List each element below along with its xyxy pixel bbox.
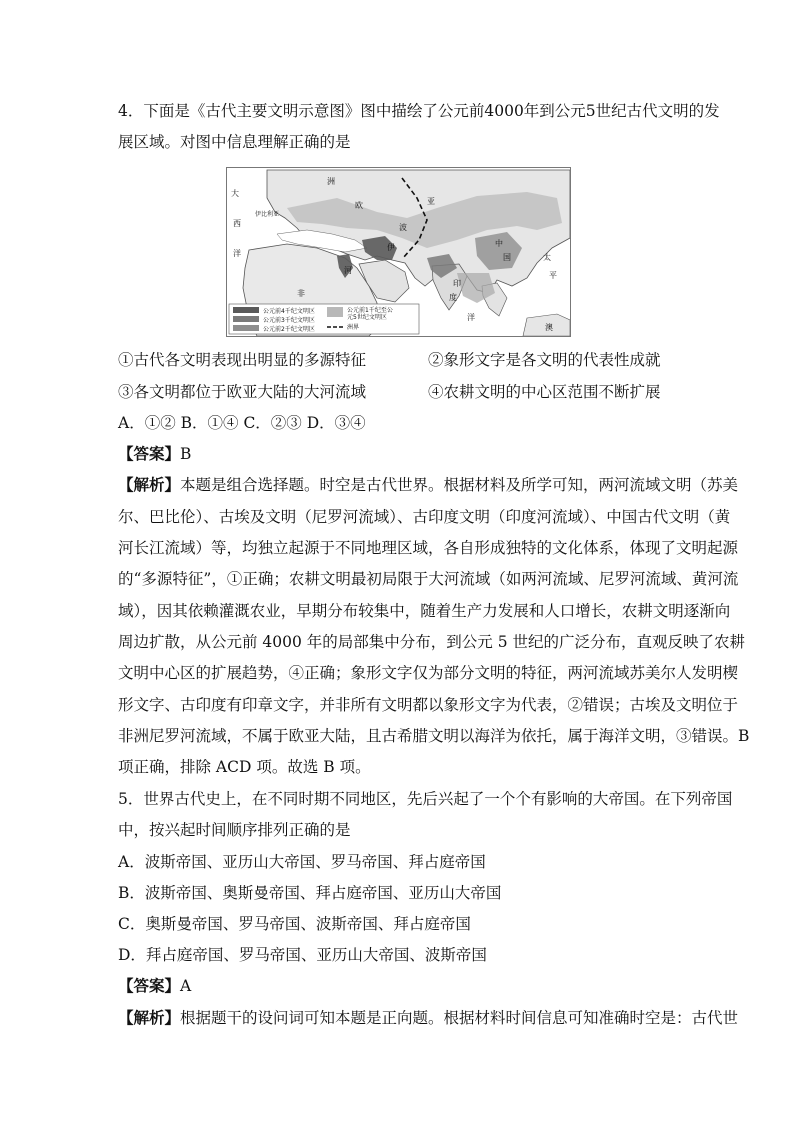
q5-option-c: C．奥斯曼帝国、罗马帝国、波斯帝国、拜占庭帝国 [118, 915, 471, 933]
q4-analysis-line-1 [118, 474, 738, 496]
q5-analysis-line-1 [118, 1007, 738, 1029]
q4-analysis-line-4: 的“多源特征”，①正确；农耕文明最初局限于大河流域（如两河流域、尼罗河流域、黄河流 [118, 570, 739, 588]
q4-analysis-line-10: 项正确，排除 ACD 项。故选 B 项。 [118, 758, 371, 776]
legend-continent-border: 洲界 [347, 324, 360, 331]
q4-option-4: ④农耕文明的中心区范围不断扩展 [428, 383, 661, 401]
map-label-he: 河 [344, 266, 352, 275]
map-label-ao: 澳 [545, 323, 553, 332]
map-label-fei: 非 [297, 289, 305, 298]
q4-analysis-line-8: 形文字、古印度有印章文字，并非所有文明都以象形文字为代表，②错误；古埃及文明位于 [118, 696, 739, 714]
q4-option-1: ①古代各文明表现出明显的多源特征 [118, 351, 367, 369]
q5-answer-row [118, 975, 191, 997]
q4-analysis-line-9: 非洲尼罗河流域，不属于欧亚大陆，且古希腊文明以海洋为依托，属于海洋文明，③错误。B [118, 727, 750, 745]
legend-3rd-millennium: 公元前3千纪文明区 [263, 317, 315, 324]
question-4-stem-line-1: 4．下面是《古代主要文明示意图》图中描绘了公元前4000年到公元5世纪古代文明的发 [118, 102, 720, 120]
map-label-bo: 波 [399, 223, 407, 232]
q4-option-3: ③各文明都位于欧亚大陆的大河流域 [118, 383, 367, 401]
map-label-xi: 西 [233, 219, 241, 228]
map-label-guo: 国 [503, 253, 511, 262]
legend-1st-millennium-b: 元5世纪文明区 [347, 314, 387, 321]
q4-analysis-line-5: 域），因其依赖灌溉农业，早期分布较集中，随着生产力发展和人口增长，农耕文明逐渐向 [118, 602, 731, 620]
answer-tag: 【答案】 [118, 444, 181, 463]
analysis-tag: 【解析】 [118, 1008, 181, 1027]
ancient-civilizations-map [226, 167, 571, 337]
q4-choices: A．①② B．①④ C．②③ D．③④ [118, 414, 366, 432]
analysis-text: 根据题干的设问词可知本题是正向题。根据材料时间信息可知准确时空是：古代世 [180, 1009, 739, 1027]
legend-2nd-millennium: 公元前2千纪文明区 [263, 326, 315, 333]
q4-option-2: ②象形文字是各文明的代表性成就 [428, 351, 661, 369]
map-label-yin: 印 [453, 279, 461, 288]
map-label-zhong: 中 [495, 239, 503, 248]
map-graphic [227, 168, 570, 336]
map-label-yang: 洋 [233, 249, 241, 258]
q4-analysis-line-2: 尔、巴比伦）、古埃及文明（尼罗河流域）、古印度文明（印度河流域）、中国古代文明（黄 [118, 508, 731, 526]
q4-analysis-line-3: 河长江流域）等，均独立起源于不同地理区域，各自形成独特的文化体系，体现了文明起源 [118, 539, 739, 557]
q5-option-b: B．波斯帝国、奥斯曼帝国、拜占庭帝国、亚历山大帝国 [118, 884, 502, 902]
map-label-da: 大 [231, 189, 239, 198]
map-label-yang2: 洋 [467, 313, 475, 322]
map-label-yi: 伊 [387, 243, 395, 252]
map-label-ya: 亚 [427, 197, 435, 206]
question-5-stem-line-1: 5．世界古代史上，在不同时期不同地区，先后兴起了一个个有影响的大帝国。在下列帝国 [118, 790, 733, 808]
legend-1st-millennium: 公元前1千纪至公 [347, 307, 393, 314]
map-label-iberia: 伊比利亚 [255, 211, 280, 218]
answer-value: B [180, 445, 192, 463]
map-label-du: 度 [449, 293, 457, 302]
question-5-stem-line-2: 中，按兴起时间顺序排列正确的是 [118, 821, 351, 839]
q5-option-a: A．波斯帝国、亚历山大帝国、罗马帝国、拜占庭帝国 [118, 853, 486, 871]
legend-4th-millennium: 公元前4千纪文明区 [263, 308, 315, 315]
q5-option-d: D．拜占庭帝国、罗马帝国、亚历山大帝国、波斯帝国 [118, 946, 487, 964]
map-label-ou: 欧 [355, 201, 363, 210]
q4-answer-row [118, 443, 191, 465]
analysis-text: 本题是组合选择题。时空是古代世界。根据材料及所学可知，两河流域文明（苏美 [180, 476, 739, 494]
answer-tag: 【答案】 [118, 976, 181, 995]
analysis-tag: 【解析】 [118, 475, 181, 494]
map-label-zhou: 洲 [327, 177, 335, 186]
map-label-ping: 平 [549, 271, 557, 280]
map-label-tai: 太 [543, 253, 551, 262]
q4-analysis-line-6: 周边扩散，从公元前 4000 年的局部集中分布，到公元 5 世纪的广泛分布，直观反映了农耕 [118, 633, 746, 651]
answer-value: A [180, 977, 192, 995]
question-4-stem-line-2: 展区域。对图中信息理解正确的是 [118, 133, 351, 151]
q4-analysis-line-7: 文明中心区的扩展趋势，④正确；象形文字仅为部分文明的特征，两河流域苏美尔人发明楔 [118, 664, 739, 682]
